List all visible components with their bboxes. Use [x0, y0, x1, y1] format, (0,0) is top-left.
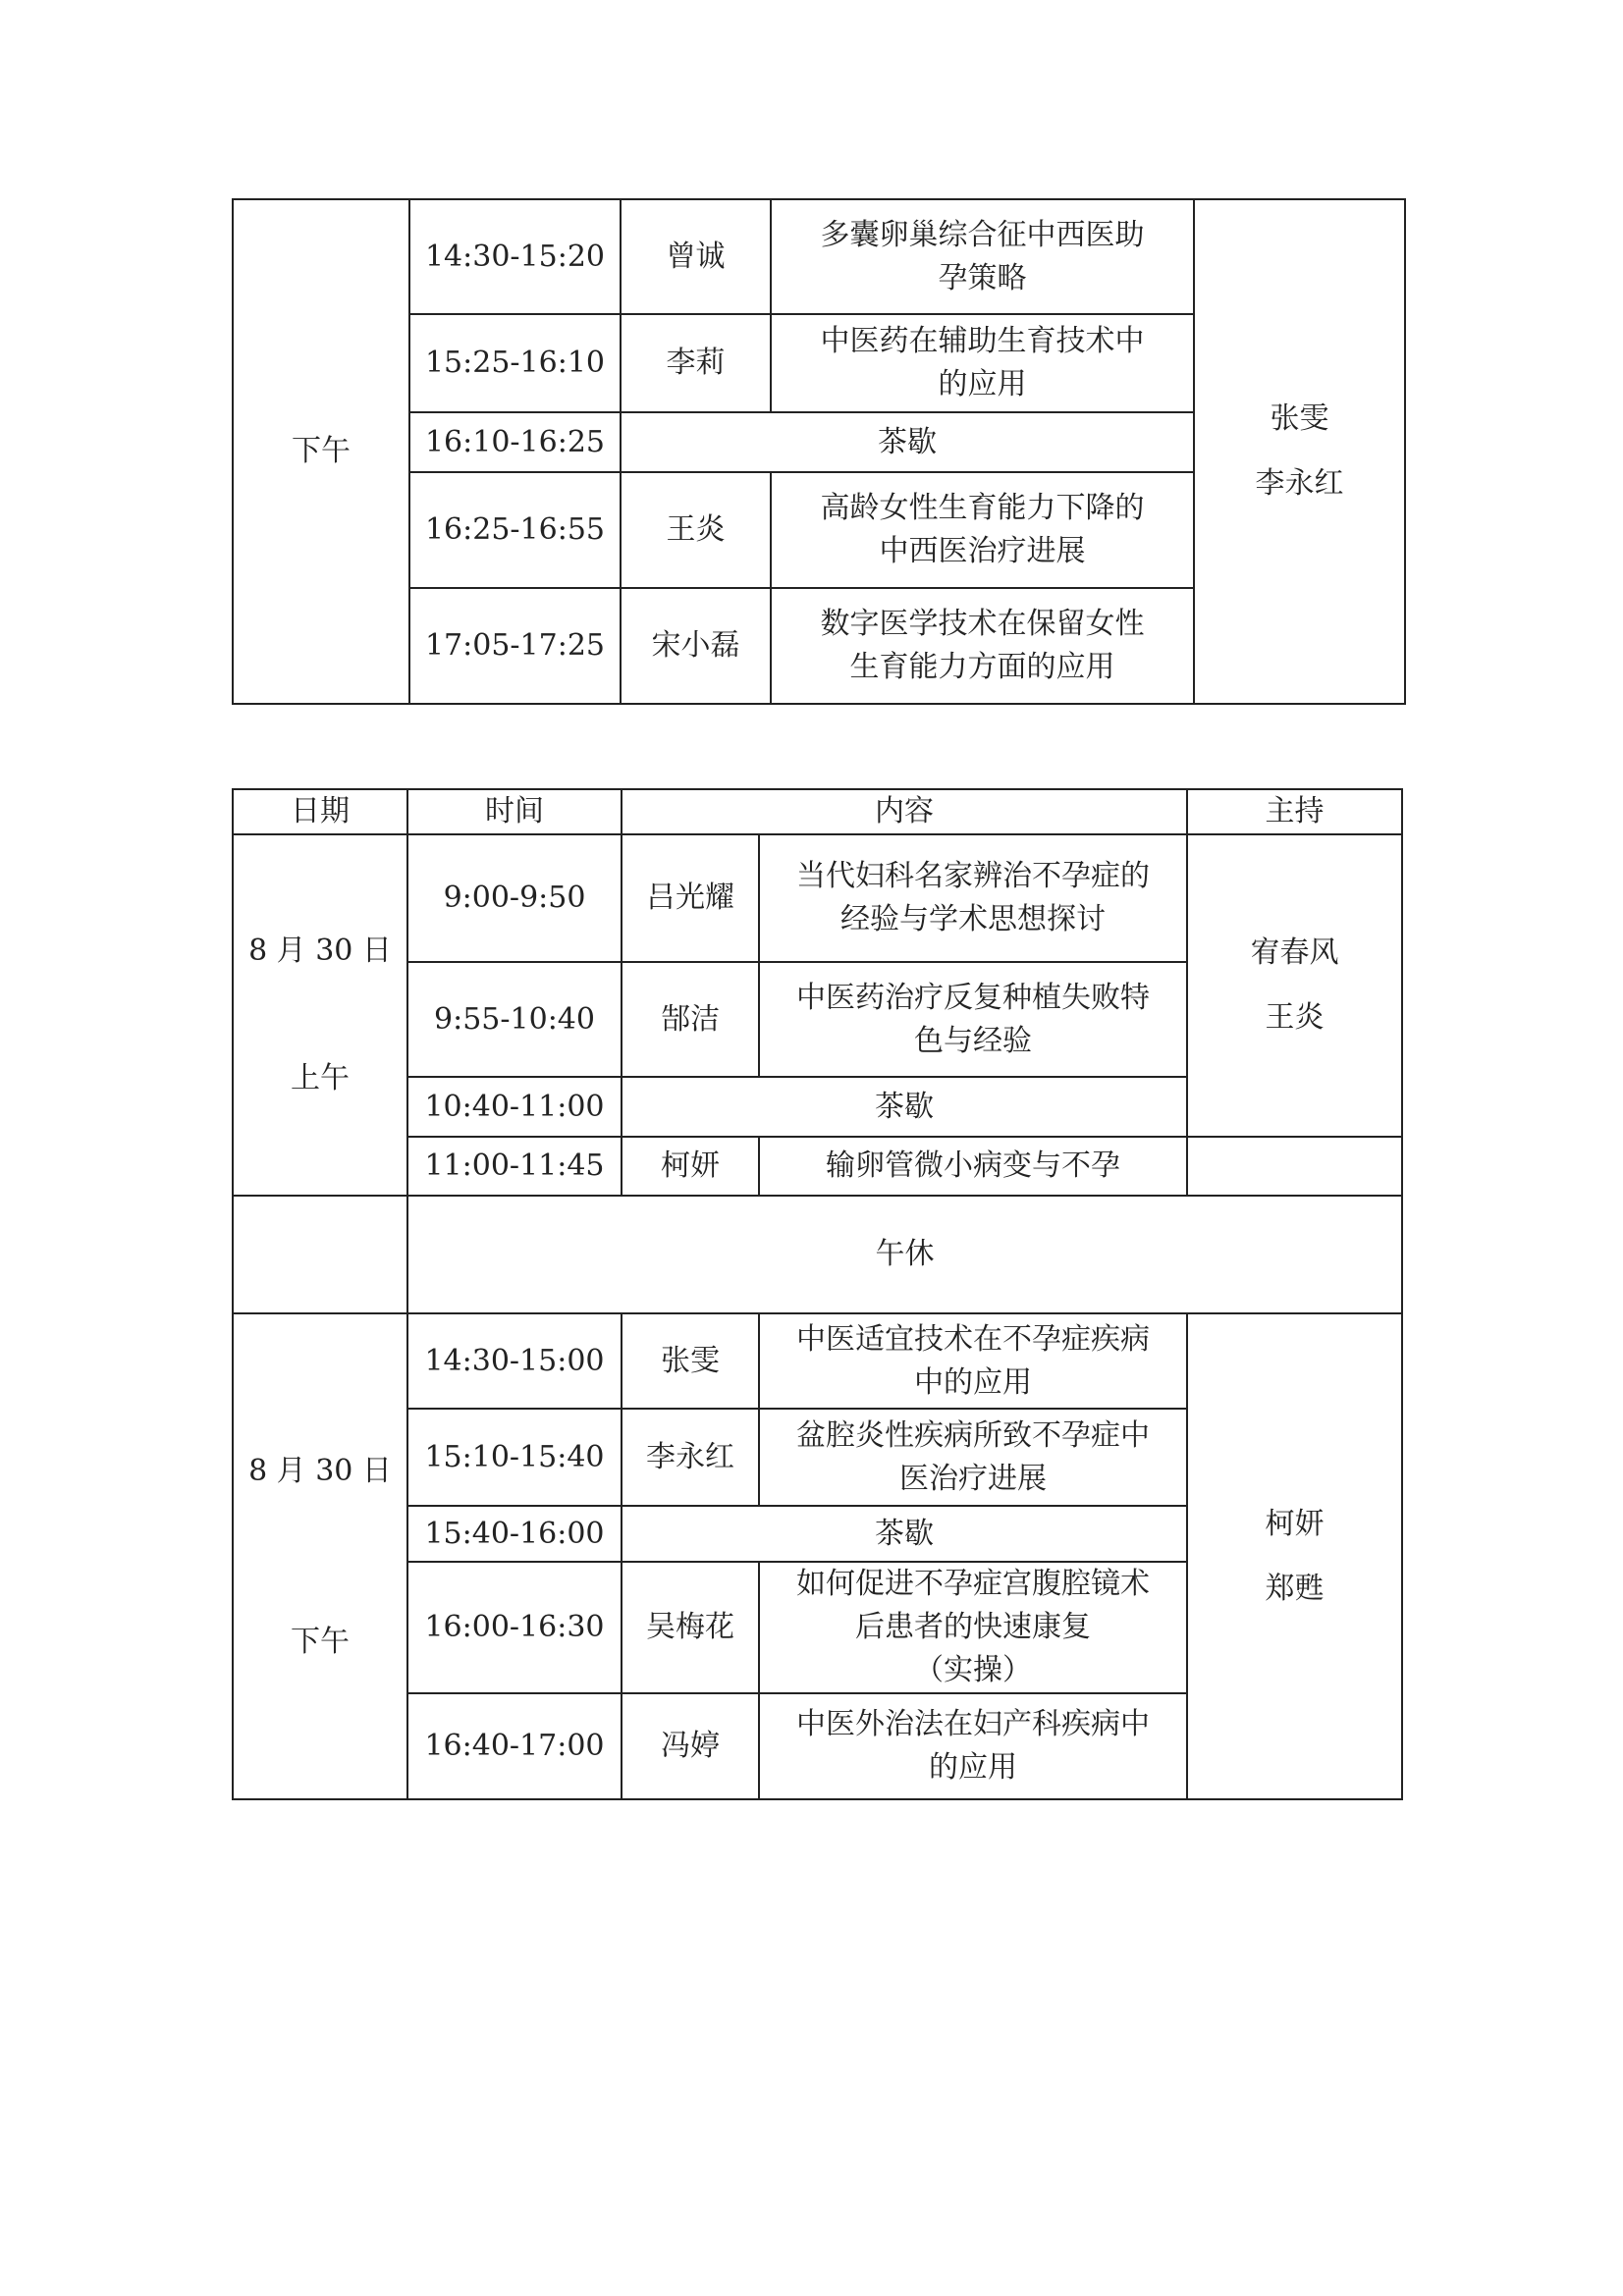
speaker-cell: 郜洁: [622, 962, 759, 1077]
host-name: 张雯: [1270, 401, 1329, 436]
content-line: 中西医治疗进展: [879, 534, 1086, 568]
time-cell: 16:00-16:30: [407, 1562, 622, 1693]
content-line: 中医药在辅助生育技术中: [820, 324, 1145, 358]
host-name: 李永红: [1255, 466, 1344, 501]
schedule-table-aug-30: [232, 788, 1403, 1800]
content-cell: [759, 834, 1187, 962]
content-line: 经验与学术思想探讨: [840, 902, 1106, 936]
time-cell: 17:05-17:25: [409, 588, 621, 704]
time-cell: 14:30-15:00: [407, 1313, 622, 1409]
table-row: [233, 199, 1405, 314]
header-date: 日期: [233, 789, 407, 834]
content-line: 多囊卵巢综合征中西医助: [820, 217, 1145, 252]
content-cell: [759, 1562, 1187, 1693]
speaker-cell: 冯婷: [622, 1693, 759, 1799]
lunch-date-cell: [233, 1196, 407, 1313]
speaker-cell: 张雯: [622, 1313, 759, 1409]
content-cell: [759, 962, 1187, 1077]
schedule-table-afternoon-1: [232, 198, 1406, 705]
break-cell: 茶歇: [622, 1077, 1187, 1137]
time-cell: 15:40-16:00: [407, 1506, 622, 1562]
content-line: 孕策略: [938, 260, 1027, 295]
content-cell: [771, 314, 1194, 412]
host-name: 宥春风: [1250, 935, 1339, 970]
header-host: 主持: [1187, 789, 1402, 834]
time-cell: 15:25-16:10: [409, 314, 621, 412]
content-line: （实操）: [914, 1653, 1032, 1687]
period-label: 下午: [291, 1624, 350, 1659]
time-cell: 11:00-11:45: [407, 1137, 622, 1196]
content-line: 中医适宜技术在不孕症疾病: [796, 1321, 1150, 1357]
time-cell: 15:10-15:40: [407, 1409, 622, 1506]
speaker-cell: 王炎: [621, 472, 771, 588]
content-line: 中的应用: [914, 1364, 1032, 1400]
date-label: 8 月 30 日: [248, 934, 392, 968]
content-line: 医治疗进展: [899, 1461, 1047, 1496]
content-line: 色与经验: [914, 1023, 1032, 1058]
speaker-cell: 吕光耀: [622, 834, 759, 962]
host-cell: [1194, 199, 1405, 704]
speaker-cell: 宋小磊: [621, 588, 771, 704]
header-content: 内容: [622, 789, 1187, 834]
content-line: 后患者的快速康复: [855, 1610, 1091, 1644]
content-line: 如何促进不孕症宫腹腔镜术: [796, 1567, 1150, 1601]
content-cell: [759, 1693, 1187, 1799]
host-name: 王炎: [1265, 1000, 1325, 1035]
break-cell: 茶歇: [621, 412, 1194, 472]
break-cell: 茶歇: [622, 1506, 1187, 1562]
content-line: 当代妇科名家辨治不孕症的: [796, 859, 1150, 893]
table-header-row: [233, 789, 1402, 834]
content-line: 生育能力方面的应用: [849, 650, 1115, 684]
date-label: 8 月 30 日: [248, 1453, 392, 1488]
content-cell: [771, 199, 1194, 314]
content-line: 中医药治疗反复种植失败特: [796, 980, 1150, 1015]
speaker-cell: 李永红: [622, 1409, 759, 1506]
date-period-cell: [233, 1313, 407, 1799]
content-line: 的应用: [938, 367, 1027, 401]
host-name: 郑甦: [1265, 1571, 1325, 1606]
content-line: 中医外治法在妇产科疾病中: [796, 1707, 1150, 1741]
host-name: 柯妍: [1265, 1506, 1325, 1541]
time-cell: 16:10-16:25: [409, 412, 621, 472]
period-label: 上午: [291, 1061, 350, 1095]
content-line: 的应用: [929, 1750, 1017, 1785]
content-line: 盆腔炎性疾病所致不孕症中: [796, 1417, 1150, 1453]
date-period-cell: [233, 834, 407, 1196]
content-cell: [759, 1313, 1187, 1409]
header-time: 时间: [407, 789, 622, 834]
lunch-cell: 午休: [407, 1196, 1402, 1313]
period-cell: 下午: [233, 199, 409, 704]
speaker-cell: 曾诚: [621, 199, 771, 314]
table-row: [233, 1137, 1402, 1196]
host-cell-empty: [1187, 1137, 1402, 1196]
lunch-row: [233, 1196, 1402, 1313]
content-line: 高龄女性生育能力下降的: [820, 491, 1145, 525]
time-cell: 16:40-17:00: [407, 1693, 622, 1799]
time-cell: 9:00-9:50: [407, 834, 622, 962]
time-cell: 10:40-11:00: [407, 1077, 622, 1137]
content-line: 数字医学技术在保留女性: [820, 607, 1145, 641]
table-row: [233, 834, 1402, 962]
time-cell: 14:30-15:20: [409, 199, 621, 314]
speaker-cell: 吴梅花: [622, 1562, 759, 1693]
table-row: [233, 1313, 1402, 1409]
content-cell: [771, 588, 1194, 704]
time-cell: 9:55-10:40: [407, 962, 622, 1077]
host-cell: [1187, 1313, 1402, 1799]
speaker-cell: 柯妍: [622, 1137, 759, 1196]
content-cell: 输卵管微小病变与不孕: [759, 1137, 1187, 1196]
speaker-cell: 李莉: [621, 314, 771, 412]
content-cell: [759, 1409, 1187, 1506]
host-cell: [1187, 834, 1402, 1137]
content-cell: [771, 472, 1194, 588]
time-cell: 16:25-16:55: [409, 472, 621, 588]
